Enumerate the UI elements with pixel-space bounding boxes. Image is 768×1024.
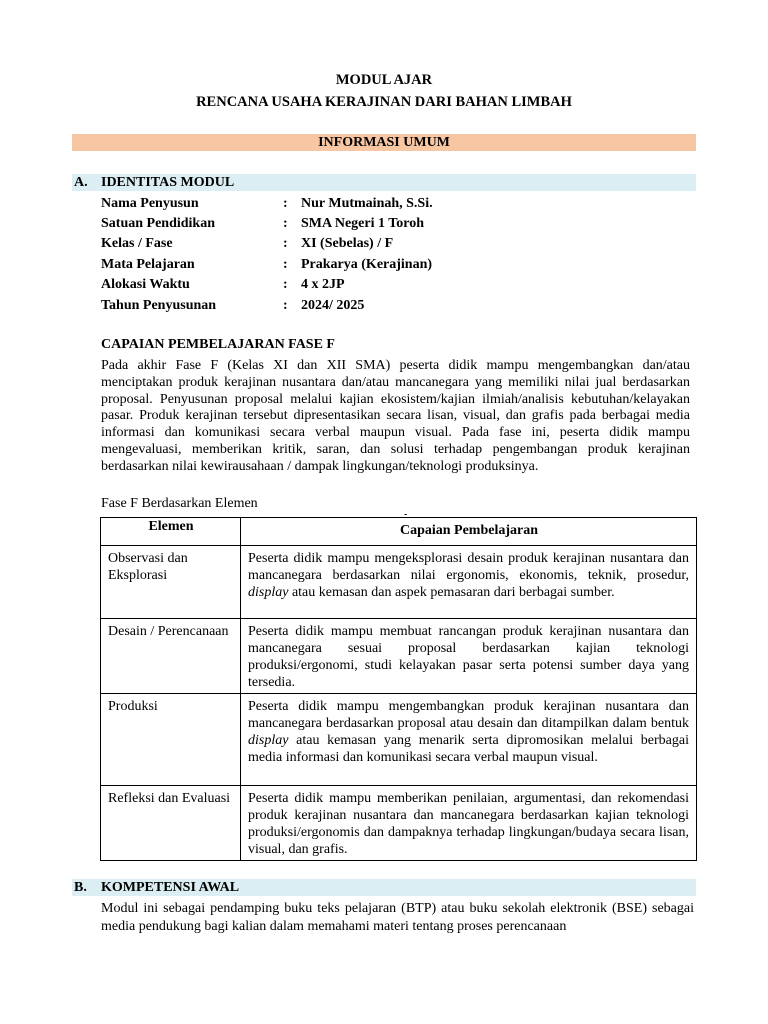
section-a-title: IDENTITAS MODUL — [101, 175, 235, 190]
table-row — [101, 546, 697, 619]
elemen-cell: Produksi — [101, 694, 241, 786]
capaian-cell — [241, 619, 697, 694]
section-b-number: B. — [74, 880, 87, 895]
table-row — [101, 619, 697, 694]
capaian-text: Peserta didik mampu membuat rancangan produk kerajinan nusantara dan mancanegara sesuai proposal berdasarkan kajian teknologi produksi/ergonomi, studi kelayakan pasar serta potensi sumber daya yang tersedia. — [248, 624, 689, 690]
section-a-band — [72, 174, 696, 191]
elemen-cell: Refleksi dan Evaluasi — [101, 786, 241, 861]
section-a-number: A. — [74, 175, 88, 190]
section-b-paragraph: Modul ini sebagai pendamping buku teks pelajaran (BTP) atau buku sekolah elektronik (BSE) sebagai media pendukung bagi kalian dalam memahami materi tentang proses perencanaan — [101, 901, 694, 934]
identity-row — [101, 214, 696, 234]
table-header-row — [101, 518, 697, 546]
capaian-text: atau kemasan yang menarik serta dipromosikan melalui berbagai media informasi dan komunikasi secara verbal maupun visual. — [248, 733, 689, 765]
capaian-cell — [241, 786, 697, 861]
capaian-text: Peserta didik mampu mengembangkan produk kerajinan nusantara dan mancanegara berdasarkan proposal atau desain dan ditampilkan dalam bentuk — [248, 699, 689, 731]
table-row — [101, 694, 697, 786]
capaian-text: Peserta didik mampu memberikan penilaian, argumentasi, dan rekomendasi produk kerajinan nusantara dan mancanegara berdasarkan kajian teknologi produksi/ergonomis dan dampaknya terhadap lingkungan/budaya secara lisan, visual, dan grafis. — [248, 791, 689, 857]
identity-colon: : — [283, 196, 288, 211]
identity-row — [101, 296, 696, 316]
capaian-text-italic: display — [248, 585, 289, 600]
doc-title: MODUL AJAR — [335, 72, 433, 88]
table-row — [101, 786, 697, 861]
capaian-paragraph: Pada akhir Fase F (Kelas XI dan XII SMA) peserta didik mampu mengembangkan dan/atau menciptakan produk kerajinan nusantara dan/atau mancanegara yang memiliki nilai jual berdasarkan proposal. Penyusunan proposal melalui kajian ekosistem/kajian ilmiah/analisis kebutuhan/kelayakan pasar. Produk kerajinan tersebut dipresentasikan secara lisan, visual, dan grafis pada berbagai media informasi dan komunikasi secara verbal maupun visual. Pada fase ini, peserta didik mampu mengevaluasi, memberikan kritik, saran, dan solusi terhadap pengembangan produk kerajinan berdasarkan nilai kewirausahaan / dampak lingkungan/teknologi produksinya. — [101, 358, 690, 474]
capaian-heading: CAPAIAN PEMBELAJARAN FASE F — [101, 337, 335, 352]
col-header-elemen: Elemen — [101, 518, 241, 546]
identity-label: Kelas / Fase — [101, 236, 173, 251]
header-dash-mark: - — [404, 509, 408, 520]
section-b-band — [72, 879, 696, 896]
capaian-cell — [241, 694, 697, 786]
identity-label: Satuan Pendidikan — [101, 216, 215, 231]
capaian-table — [100, 517, 697, 861]
info-umum-band: INFORMASI UMUM — [72, 134, 696, 151]
capaian-cell — [241, 546, 697, 619]
col-header-capaian: Capaian Pembelajaran — [241, 518, 697, 546]
capaian-text: Peserta didik mampu mengeksplorasi desain produk kerajinan nusantara dan mancanegara berdasarkan nilai ergonomis, ekonomis, teknik, prosedur, — [248, 551, 689, 583]
elemen-cell: Desain / Perencanaan — [101, 619, 241, 694]
identity-value: SMA Negeri 1 Toroh — [301, 216, 425, 231]
elemen-cell: Observasi dan Eksplorasi — [101, 546, 241, 619]
identity-value: XI (Sebelas) / F — [301, 236, 394, 251]
identity-row — [101, 275, 696, 295]
capaian-text-italic: display — [248, 733, 289, 748]
identity-colon: : — [283, 236, 288, 251]
identity-row — [101, 255, 696, 275]
identity-colon: : — [283, 216, 288, 231]
identity-label: Nama Penyusun — [101, 196, 199, 211]
identity-label: Tahun Penyusunan — [101, 298, 217, 313]
identity-value: 4 x 2JP — [301, 277, 345, 292]
identity-value: 2024/ 2025 — [301, 298, 365, 313]
identity-colon: : — [283, 277, 288, 292]
identity-label: Alokasi Waktu — [101, 277, 190, 292]
identity-label: Mata Pelajaran — [101, 257, 195, 272]
identity-row — [101, 194, 696, 214]
identity-value: Nur Mutmainah, S.Si. — [301, 196, 433, 211]
identity-colon: : — [283, 298, 288, 313]
section-b-title: KOMPETENSI AWAL — [101, 880, 240, 895]
capaian-text: atau kemasan dan aspek pemasaran dari berbagai sumber. — [288, 585, 615, 600]
doc-subtitle: RENCANA USAHA KERAJINAN DARI BAHAN LIMBAH — [196, 94, 572, 110]
fase-subtitle: Fase F Berdasarkan Elemen — [101, 496, 258, 511]
identity-value: Prakarya (Kerajinan) — [301, 257, 433, 272]
identity-row — [101, 234, 696, 254]
identity-colon: : — [283, 257, 288, 272]
